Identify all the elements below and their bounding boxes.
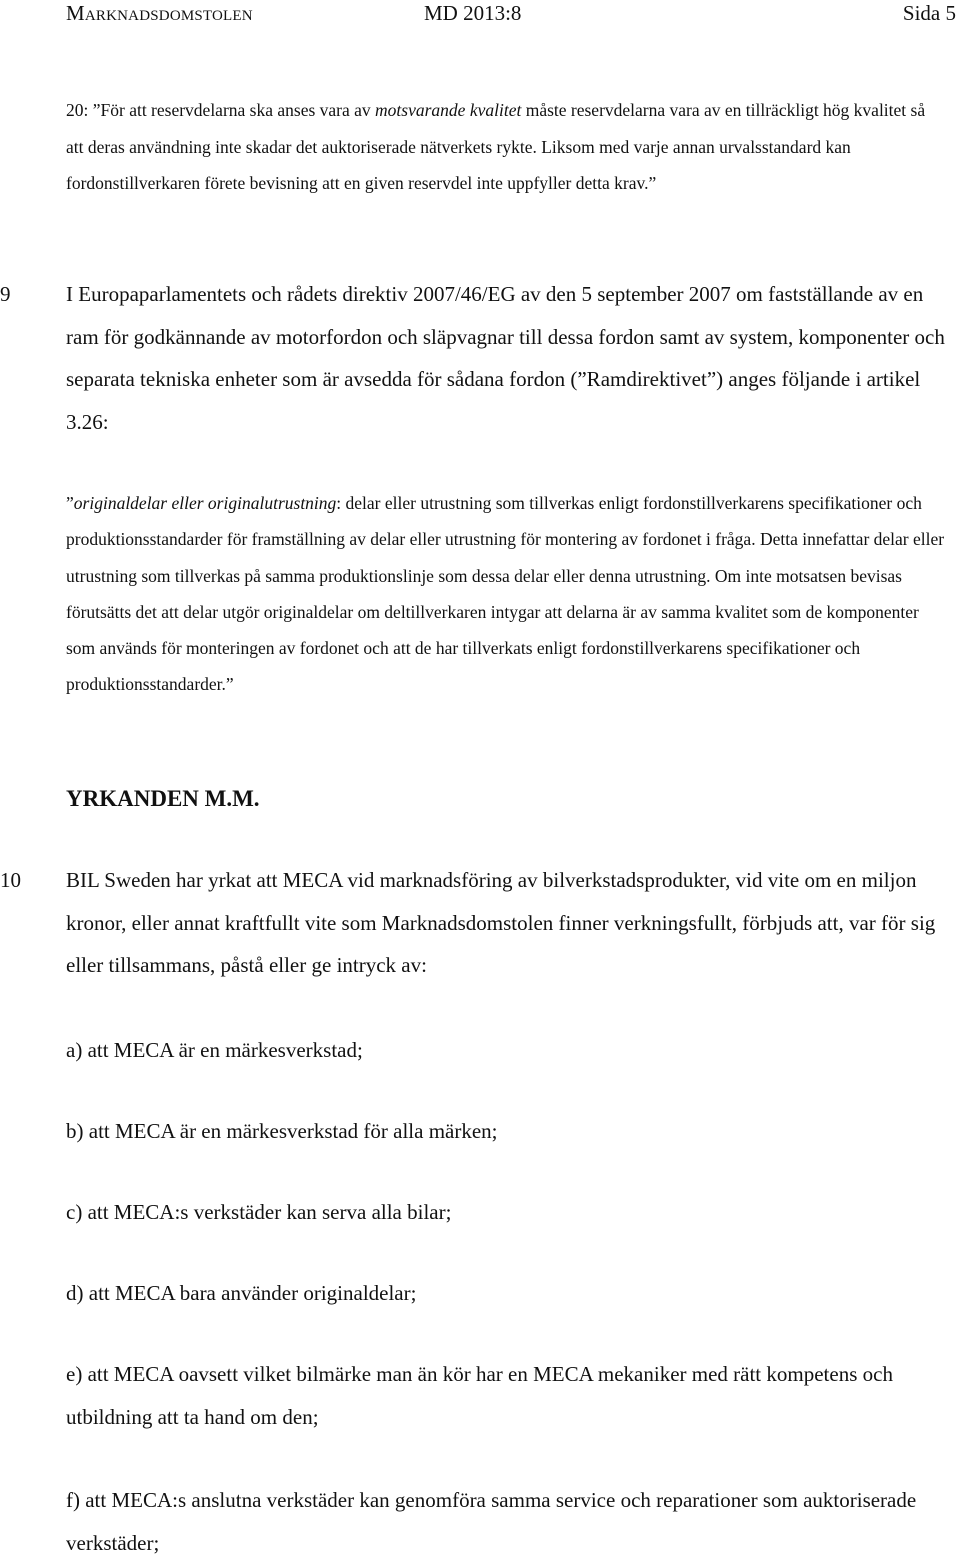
quote-term: originaldelar eller originalutrustning xyxy=(73,493,337,513)
footnote-italic: motsvarande kvalitet xyxy=(375,100,522,120)
page-number: Sida 5 xyxy=(902,1,956,25)
case-number: MD 2013:8 xyxy=(424,1,522,25)
block-quote: ”originaldelar eller originalutrustning: delar eller utrustning som tillverkas enligt fordonstillverkarens specifikationer och produktionsstandarder för framställning av delar eller utrustning för montering av fordonet i fråga. Detta innefattar delar eller utrustning som tillverkas på samma produktionslinje som dessa delar eller denna utrustning. Om inte motsatsen bevisas förutsätts det att delar utgör originaldelar om deltillverkaren intygar att delarna är av samma kvalitet som de komponenter som används för monteringen av fordonet och att de har tillverkats enligt fordonstillverkarens specifikationer och produktionsstandarder.” xyxy=(66,493,945,695)
paragraph-number-9: 9 xyxy=(0,282,11,306)
list-item: c) att MECA:s verkstäder kan serva alla bilar; xyxy=(66,1200,452,1224)
list-item: b) att MECA är en märkesverkstad för alla märken; xyxy=(66,1119,498,1143)
page-header xyxy=(66,0,956,26)
list-item: f) att MECA:s anslutna verkstäder kan genomföra samma service och reparationer som auktoriserade verkstäder; xyxy=(66,1488,917,1555)
court-name: Marknadsdomstolen xyxy=(66,1,253,25)
list-item: a) att MECA är en märkesverkstad; xyxy=(66,1038,363,1062)
list-item: e) att MECA oavsett vilket bilmärke man än kör har en MECA mekaniker med rätt kompetens och utbildning att ta hand om den; xyxy=(66,1362,893,1429)
paragraph-number-10: 10 xyxy=(0,868,21,892)
section-heading: YRKANDEN M.M. xyxy=(66,786,260,811)
paragraph-9: I Europaparlamentets och rådets direktiv 2007/46/EG av den 5 september 2007 om fastställande av en ram för godkännande av motorfordon och släpvagnar till dessa fordon samt av system, komponenter och separata tekniska enheter som är avsedda för sådana fordon (”Ramdirektivet”) anges följande i artikel 3.26: xyxy=(66,282,945,434)
list-item: d) att MECA bara använder originaldelar; xyxy=(66,1281,417,1305)
paragraph-10: BIL Sweden har yrkat att MECA vid marknadsföring av bilverkstadsprodukter, vid vite om en miljon kronor, eller annat kraftfullt vite som Marknadsdomstolen finner verkningsfullt, förbjuds att, var för sig eller tillsammans, påstå eller ge intryck av: xyxy=(66,868,936,977)
footnote-20: 20: ”För att reservdelarna ska anses vara av motsvarande kvalitet måste reservdelarna vara av en tillräckligt hög kvalitet så att deras användning inte skadar det auktoriserade nätverkets rykte. Liksom med varje annan urvalsstandard kan fordonstillverkaren förete bevisning att en given reservdel inte uppfyller detta krav.” xyxy=(66,100,926,193)
